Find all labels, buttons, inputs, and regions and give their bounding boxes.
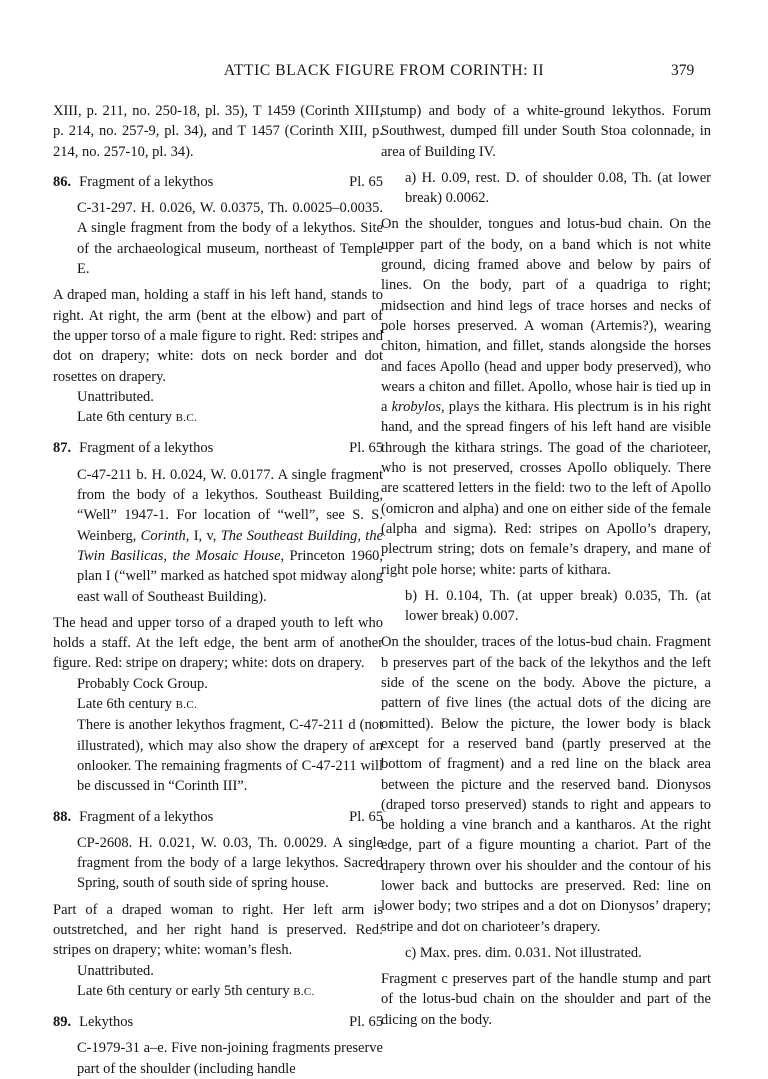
entry-89-plate: Pl. 65: [349, 1014, 383, 1031]
intro-text: XIII, p. 211, no. 250-18, pl. 35), T 1459 (Corinth XIII, p. 214, no. 257-9, pl. 34), and T 1457 (Corinth XIII, p. 214, no. 257-10, pl. 34).: [53, 103, 383, 160]
entry-88-plate: Pl. 65: [349, 808, 383, 825]
fragment-b-description: On the shoulder, traces of the lotus-bud chain. Fragment b preserves part of the back of the lekythos and the left side of the scene on the body. Above the picture, a pattern of five lines (the actual dots of the dicing are omitted). Below the picture, the lower body is black except for a reserved band (partly preserved at the bottom of fragment) and a red line on the black area between the picture and the reserved band. Dionysos (draped torso preserved) stands to right and appears to be holding a vine branch and a kantharos. At the right edge, part of a figure mounting a chariot. Part of the drapery thrown over his shoulder and the contour of his lower back and buttocks are preserved. Red: line on lower body; two stripes and a dot on Dionysos’ drapery; stripe and dot on charioteer’s drapery.: [381, 634, 711, 935]
entry-88-heading: [53, 807, 383, 827]
running-title: ATTIC BLACK FIGURE FROM CORINTH: II: [223, 62, 545, 79]
entry-87-details-a: C-47-211 b. H. 0.024, W. 0.0177. A single fragment from the body of a lekythos. Southeast Building, “Well” 1947-1. For location of “well”, see S. S. Weinberg,: [77, 466, 383, 544]
left-column: [53, 101, 383, 1079]
entry-87-details: [53, 465, 383, 607]
entry-87-heading: [53, 438, 383, 458]
right-column: [381, 101, 711, 1030]
entry-88-attribution: Unattributed.: [77, 962, 154, 979]
page-number: 379: [671, 62, 695, 79]
entry-89-continuation: stump) and body of a white-ground lekythos. Forum Southwest, dumped fill under South Stoa colonnade, in area of Building IV.: [381, 103, 711, 160]
entry-86-heading: [53, 172, 383, 192]
running-header: [0, 58, 768, 88]
entry-86-number: 86.: [53, 173, 72, 190]
entry-87-details-b: , I, v,: [185, 527, 217, 544]
entry-88-number: 88.: [53, 808, 72, 825]
entry-89-details: C-1979-31 a–e. Five non-joining fragments preserve part of the shoulder (including handle: [77, 1040, 383, 1077]
entry-86-description: A draped man, holding a staff in his left hand, stands to right. At right, the arm (bent at the elbow) and part of the upper torso of a male figure to right. Red: stripes and dot on drapery; white: dots on neck border and dot rosettes on drapery.: [53, 287, 383, 385]
entry-88-title: Fragment of a lekythos: [79, 808, 214, 825]
entry-88-date: [53, 981, 383, 1002]
entry-88-era: B.C.: [293, 985, 315, 998]
entry-86-plate: Pl. 65: [349, 173, 383, 190]
fragment-c-measurements: c) Max. pres. dim. 0.031. Not illustrated.: [405, 944, 642, 961]
entry-86-date: [53, 407, 383, 428]
entry-87-date: [53, 694, 383, 715]
fragment-c-description: Fragment c preserves part of the handle stump and part of the lotus-bud chain on the shoulder and part of the dicing on the body.: [381, 971, 711, 1028]
entry-87-era: B.C.: [175, 699, 198, 712]
entry-87-ref-corinth: Corinth: [140, 527, 186, 544]
entry-87: [53, 438, 383, 796]
entry-87-plate: Pl. 65: [349, 440, 383, 457]
entry-88: [53, 807, 383, 1003]
fragment-b-measurements: b) H. 0.104, Th. (at upper break) 0.035, Th. (at lower break) 0.007.: [405, 587, 711, 625]
entry-89: [53, 1012, 383, 1079]
entry-87-attribution: Probably Cock Group.: [77, 675, 208, 692]
entry-86: [53, 172, 383, 429]
fragment-a-measurements: a) H. 0.09, rest. D. of shoulder 0.08, Th. (at lower break) 0.0062.: [405, 169, 711, 207]
entry-87-description: The head and upper torso of a draped youth to left who holds a staff. At the left edge, the bent arm of another figure. Red: stripe on drapery; white: dots on drapery.: [53, 614, 383, 672]
entry-87-number: 87.: [53, 440, 72, 457]
entry-86-details: C-31-297. H. 0.026, W. 0.0375, Th. 0.0025–0.0035. A single fragment from the body of a lekythos. Site of the archaeological museum, northeast of Temple E.: [77, 200, 383, 278]
fragment-a-description: [381, 214, 711, 579]
entry-89-number: 89.: [53, 1014, 72, 1031]
entry-86-attribution: Unattributed.: [77, 388, 154, 405]
entry-87-title: Fragment of a lekythos: [79, 440, 214, 457]
entry-87-ref-title: The Southeast Building, the Twin Basilicas, the Mosaic House: [77, 527, 384, 564]
entry-89-heading: [53, 1012, 383, 1032]
entry-86-date-text: Late 6th century: [77, 409, 173, 426]
entry-89-title: Lekythos: [79, 1014, 134, 1031]
entry-88-date-text: Late 6th century or early 5th century: [77, 982, 290, 999]
entry-88-details: CP-2608. H. 0.021, W. 0.03, Th. 0.0029. A single fragment from the body of a large lekythos. Sacred Spring, south of south side of spring house.: [77, 834, 383, 892]
fragment-a-term-krobylos: krobylos: [391, 399, 441, 416]
entry-87-date-text: Late 6th century: [77, 696, 173, 713]
entry-86-title: Fragment of a lekythos: [79, 173, 214, 190]
entry-88-description: Part of a draped woman to right. Her left arm is outstretched, and her right hand is preserved. Red: stripes on drapery; white: woman’s flesh.: [53, 901, 383, 959]
entry-86-era: B.C.: [175, 412, 198, 425]
entry-87-note: There is another lekythos fragment, C-47-211 d (not illustrated), which may also show the drapery of an onlooker. The remaining fragments of C-47-211 will be discussed in “Corinth III”.: [77, 717, 383, 795]
fragment-a-desc-part1: On the shoulder, tongues and lotus-bud chain. On the upper part of the body, on a band which is not white ground, dicing framed above and below by pairs of lines. On the body, part of a quadriga to right; midsection and hind legs of trace horses and necks of pole horses preserved. A woman (Artemis?), wearing chiton, himation, and fillet, stands alongside the horses and faces Apollo (head and upper body preserved), who wears a chiton and fillet. Apollo, whose hair is tied up in a: [381, 216, 711, 416]
entry-87-details-c: , Princeton 1960, plan I (“well” marked as hatched spot midway along east wall of Southeast Building).: [77, 547, 383, 605]
fragment-a-desc-part2: , plays the kithara. His plectrum is in his right hand, and the spread fingers of his left hand are visible through the kithara strings. The goad of the charioteer, who is not preserved, crosses Apollo obliquely. There are scattered letters in the field: two to the left of Apollo (omicron and alpha) and one on either side of the female (alpha and sigma). Red: stripes on Apollo’s drapery, plectrum string; dots on female’s drapery, and mane of right pole horse; white: parts of kithara.: [381, 399, 712, 578]
intro-paragraph: [53, 101, 383, 162]
